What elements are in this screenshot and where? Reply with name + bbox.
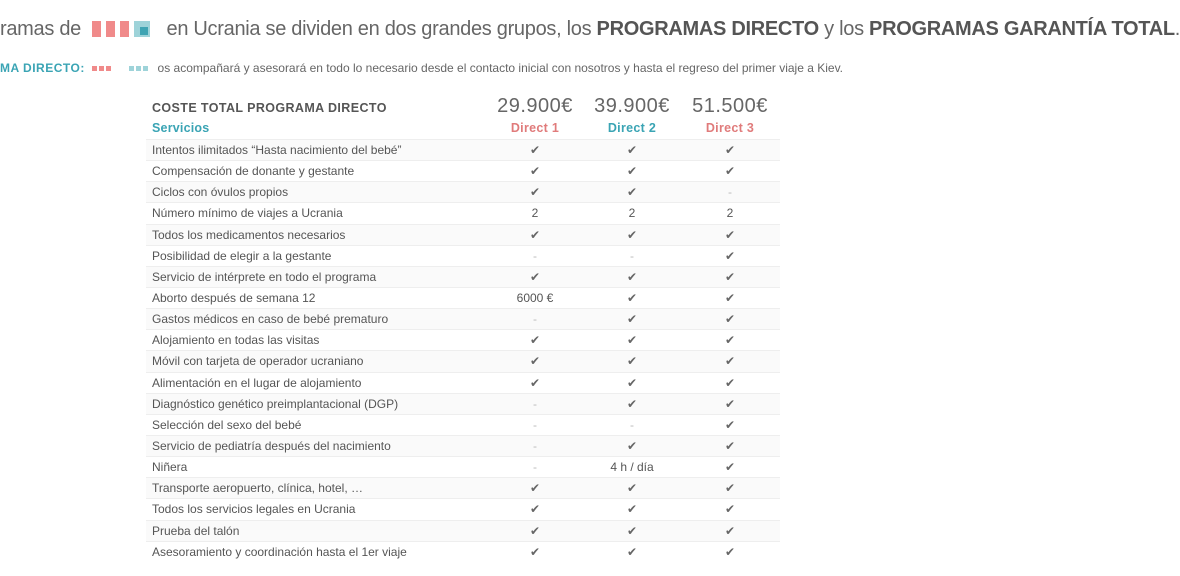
check-icon: ✔: [626, 502, 638, 517]
service-label: Alimentación en el lugar de alojamiento: [152, 375, 362, 390]
services-label: Servicios: [152, 121, 210, 135]
mini-logo-icon: [92, 60, 150, 74]
table-row: [146, 393, 780, 414]
price-direct-2: 39.900€: [594, 95, 670, 117]
table-row: [146, 266, 780, 287]
intro-bold-direct: PROGRAMAS DIRECTO: [596, 18, 819, 40]
check-icon: ✔: [724, 333, 736, 348]
service-label: Todos los medicamentos necesarios: [152, 227, 346, 242]
check-icon: ✔: [529, 375, 541, 390]
service-label: Todos los servicios legales en Ucrania: [152, 502, 356, 517]
table-row: [146, 160, 780, 181]
check-icon: ✔: [724, 269, 736, 284]
service-label: Niñera: [152, 460, 188, 475]
check-icon: ✔: [626, 354, 638, 369]
check-icon: ✔: [724, 248, 736, 263]
service-label: Ciclos con óvulos propios: [152, 185, 289, 200]
service-label: Aborto después de semana 12: [152, 290, 316, 305]
table-title: COSTE TOTAL PROGRAMA DIRECTO: [152, 101, 387, 115]
pricing-table: [146, 95, 780, 562]
table-row: [146, 181, 780, 202]
check-icon: ✔: [724, 312, 736, 327]
intro-end: .: [1174, 18, 1180, 40]
table-row: [146, 541, 780, 562]
service-label: Móvil con tarjeta de operador ucraniano: [152, 354, 364, 369]
intro-prefix: ramas de: [0, 18, 81, 40]
check-icon: ✔: [626, 396, 638, 411]
check-icon: ✔: [626, 269, 638, 284]
check-icon: ✔: [724, 396, 736, 411]
table-row: [146, 372, 780, 393]
table-body: [146, 139, 780, 562]
plan-name-direct-1: Direct 1: [510, 121, 560, 135]
service-label: Posibilidad de elegir a la gestante: [152, 248, 332, 263]
check-icon: ✔: [724, 481, 736, 496]
check-icon: ✔: [529, 164, 541, 179]
table-row: [146, 245, 780, 266]
check-icon: ✔: [626, 523, 638, 538]
table-row: [146, 414, 780, 435]
dash-icon: -: [630, 248, 634, 263]
dash-icon: -: [533, 396, 537, 411]
check-icon: ✔: [626, 143, 638, 157]
check-icon: ✔: [626, 333, 638, 348]
table-row: [146, 520, 780, 541]
check-icon: ✔: [724, 523, 736, 538]
table-header-row: [146, 95, 780, 119]
check-icon: ✔: [529, 143, 541, 157]
service-label: Prueba del talón: [152, 523, 240, 538]
intro-sentence: [0, 18, 1180, 43]
table-row: [146, 456, 780, 477]
intro-mid: en Ucrania se dividen en dos grandes grupos, los: [166, 18, 592, 40]
dash-icon: -: [533, 312, 537, 327]
check-icon: ✔: [529, 269, 541, 284]
sub-highlight: MA DIRECTO:: [0, 61, 85, 75]
check-icon: ✔: [529, 185, 541, 200]
check-icon: ✔: [724, 417, 736, 432]
cell-value: 6000 €: [516, 290, 554, 305]
check-icon: ✔: [626, 227, 638, 242]
price-direct-3: 51.500€: [692, 95, 768, 117]
cell-value: 4 h / día: [610, 460, 654, 475]
table-row: [146, 477, 780, 498]
service-label: Número mínimo de viajes a Ucrania: [152, 206, 343, 221]
table-row: [146, 308, 780, 329]
cell-value: 2: [531, 206, 539, 221]
check-icon: ✔: [724, 143, 736, 157]
service-label: Servicio de pediatría después del nacimiento: [152, 438, 391, 453]
service-label: Servicio de intérprete en todo el programa: [152, 269, 377, 284]
check-icon: ✔: [626, 312, 638, 327]
check-icon: ✔: [529, 333, 541, 348]
check-icon: ✔: [626, 438, 638, 453]
dash-icon: -: [728, 185, 732, 200]
service-label: Transporte aeropuerto, clínica, hotel, …: [152, 481, 363, 496]
check-icon: ✔: [529, 227, 541, 242]
check-icon: ✔: [724, 375, 736, 390]
table-row: [146, 224, 780, 245]
table-subheader-row: [146, 119, 780, 139]
intro-and: y los: [824, 18, 864, 40]
dash-icon: -: [630, 417, 634, 432]
check-icon: ✔: [626, 544, 638, 559]
dash-icon: -: [533, 460, 537, 475]
price-direct-1: 29.900€: [497, 95, 573, 117]
check-icon: ✔: [626, 164, 638, 179]
check-icon: ✔: [529, 544, 541, 559]
check-icon: ✔: [529, 523, 541, 538]
plan-name-direct-2: Direct 2: [607, 121, 657, 135]
table-row: [146, 139, 780, 160]
service-label: Selección del sexo del bebé: [152, 417, 302, 432]
service-label: Asesoramiento y coordinación hasta el 1er viaje: [152, 544, 407, 559]
dash-icon: -: [533, 248, 537, 263]
table-row: [146, 498, 780, 519]
table-row: [146, 287, 780, 308]
table-row: [146, 350, 780, 371]
check-icon: ✔: [724, 460, 736, 475]
check-icon: ✔: [724, 544, 736, 559]
cell-value: 2: [628, 206, 636, 221]
check-icon: ✔: [626, 185, 638, 200]
service-label: Intentos ilimitados “Hasta nacimiento del bebé”: [152, 143, 402, 157]
brand-logo-icon: [92, 20, 155, 43]
check-icon: ✔: [724, 227, 736, 242]
service-label: Compensación de donante y gestante: [152, 164, 355, 179]
check-icon: ✔: [626, 375, 638, 390]
check-icon: ✔: [529, 481, 541, 496]
table-row: [146, 329, 780, 350]
check-icon: ✔: [626, 481, 638, 496]
check-icon: ✔: [724, 290, 736, 305]
service-label: Alojamiento en todas las visitas: [152, 333, 320, 348]
plan-name-direct-3: Direct 3: [705, 121, 755, 135]
dash-icon: -: [533, 417, 537, 432]
service-label: Diagnóstico genético preimplantacional (DGP): [152, 396, 399, 411]
check-icon: ✔: [529, 354, 541, 369]
check-icon: ✔: [724, 354, 736, 369]
check-icon: ✔: [626, 290, 638, 305]
service-label: Gastos médicos en caso de bebé prematuro: [152, 312, 389, 327]
table-row: [146, 435, 780, 456]
sub-sentence: [0, 60, 1024, 75]
cell-value: 2: [726, 206, 734, 221]
intro-bold-garantia: PROGRAMAS GARANTÍA TOTAL: [869, 18, 1175, 40]
check-icon: ✔: [724, 502, 736, 517]
table-row: [146, 202, 780, 223]
check-icon: ✔: [529, 502, 541, 517]
check-icon: ✔: [724, 164, 736, 179]
check-icon: ✔: [724, 438, 736, 453]
sub-text: os acompañará y asesorará en todo lo necesario desde el contacto inicial con nosotros y hasta el regreso del primer viaje a Kiev.: [157, 61, 844, 75]
dash-icon: -: [533, 438, 537, 453]
